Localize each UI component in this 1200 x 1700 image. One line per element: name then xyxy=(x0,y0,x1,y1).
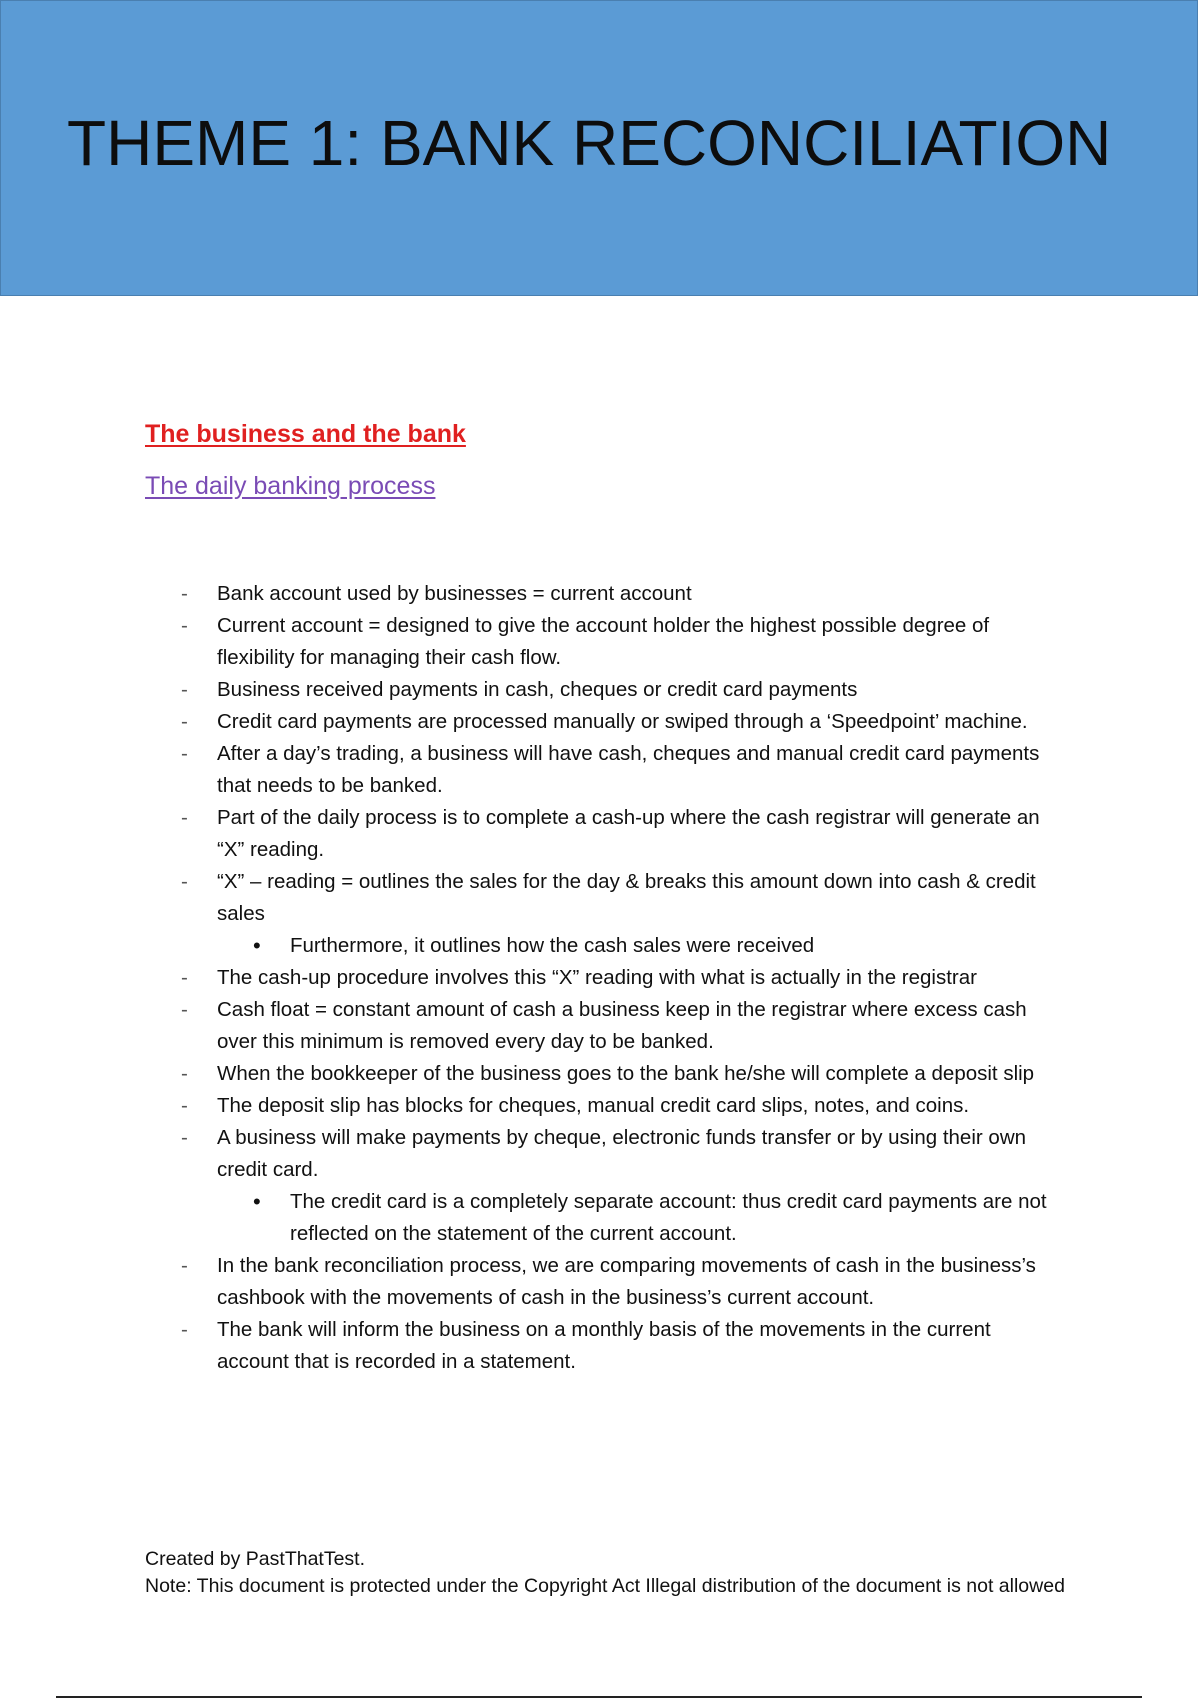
bullet-dash-icon: - xyxy=(181,806,188,829)
footer-copyright-note: Note: This document is protected under the Copyright Act Illegal distribution of the document is not allowed xyxy=(145,1575,1065,1597)
bullet-text: The cash-up procedure involves this “X” reading with what is actually in the registrar xyxy=(217,966,977,989)
bullet-dash-icon: - xyxy=(181,1318,188,1341)
bullet-text: The credit card is a completely separate account: thus credit card payments are not reflected on the statement of the current account. xyxy=(290,1190,1047,1245)
bullet-text: Part of the daily process is to complete a cash-up where the cash registrar will generate an “X” reading. xyxy=(217,806,1040,861)
bullet-item xyxy=(0,962,1200,994)
bullet-dash-icon: - xyxy=(181,1254,188,1277)
bullet-item xyxy=(0,1250,1200,1314)
section-heading: The business and the bank xyxy=(145,420,466,448)
bullet-dash-icon: - xyxy=(181,710,188,733)
bullet-dash-icon: - xyxy=(181,1126,188,1149)
bullet-item xyxy=(0,994,1200,1058)
bullet-text: When the bookkeeper of the business goes to the bank he/she will complete a deposit slip xyxy=(217,1062,1035,1085)
bullet-text: “X” – reading = outlines the sales for the day & breaks this amount down into cash & credit sales xyxy=(217,870,1036,925)
sub-heading: The daily banking process xyxy=(145,472,436,500)
bullet-item xyxy=(0,1314,1200,1378)
bullet-dash-icon: - xyxy=(181,966,188,989)
bullet-dot-icon: • xyxy=(253,933,261,958)
document-title: THEME 1: BANK RECONCILIATION xyxy=(67,107,1112,179)
bullet-item xyxy=(0,866,1200,930)
bullet-text: Credit card payments are processed manually or swiped through a ‘Speedpoint’ machine. xyxy=(217,710,1028,733)
bullet-text: Cash float = constant amount of cash a business keep in the registrar where excess cash over this minimum is removed every day to be banked. xyxy=(217,998,1027,1053)
bullet-text: Business received payments in cash, cheques or credit card payments xyxy=(217,678,858,701)
bullet-text: After a day’s trading, a business will have cash, cheques and manual credit card payments that needs to be banked. xyxy=(217,742,1040,797)
bullet-item xyxy=(0,738,1200,802)
footer-created-by: Created by PastThatTest. xyxy=(145,1548,366,1570)
bullet-dash-icon: - xyxy=(181,742,188,765)
bullet-item xyxy=(0,1122,1200,1186)
bullet-text: Furthermore, it outlines how the cash sales were received xyxy=(290,934,815,957)
bullet-dash-icon: - xyxy=(181,614,188,637)
bullet-item xyxy=(0,674,1200,706)
bullet-dash-icon: - xyxy=(181,1094,188,1117)
bullet-text: Current account = designed to give the account holder the highest possible degree of flexibility for managing their cash flow. xyxy=(217,614,990,669)
bullet-item xyxy=(0,1058,1200,1090)
bullet-text: In the bank reconciliation process, we are comparing movements of cash in the business’s cashbook with the movements of cash in the business’s current account. xyxy=(217,1254,1036,1309)
bullet-item xyxy=(0,610,1200,674)
title-banner xyxy=(0,0,1198,296)
bullet-text: The bank will inform the business on a monthly basis of the movements in the current account that is recorded in a statement. xyxy=(217,1318,991,1373)
bullet-text: A business will make payments by cheque, electronic funds transfer or by using their own credit card. xyxy=(217,1126,1027,1181)
sub-bullet-item xyxy=(0,1186,1200,1250)
bullet-item xyxy=(0,706,1200,738)
bullet-text: The deposit slip has blocks for cheques, manual credit card slips, notes, and coins. xyxy=(217,1094,970,1117)
bullet-dash-icon: - xyxy=(181,582,188,605)
bullet-text: Bank account used by businesses = current account xyxy=(217,582,692,605)
bullet-dash-icon: - xyxy=(181,1062,188,1085)
bullet-list xyxy=(0,578,1200,1378)
bullet-item xyxy=(0,578,1200,610)
bullet-dash-icon: - xyxy=(181,870,188,893)
bottom-divider xyxy=(56,1696,1142,1698)
bullet-item xyxy=(0,802,1200,866)
bullet-dot-icon: • xyxy=(253,1189,261,1214)
sub-bullet-item xyxy=(0,930,1200,962)
bullet-dash-icon: - xyxy=(181,678,188,701)
bullet-item xyxy=(0,1090,1200,1122)
footer xyxy=(145,1546,1075,1600)
bullet-dash-icon: - xyxy=(181,998,188,1021)
